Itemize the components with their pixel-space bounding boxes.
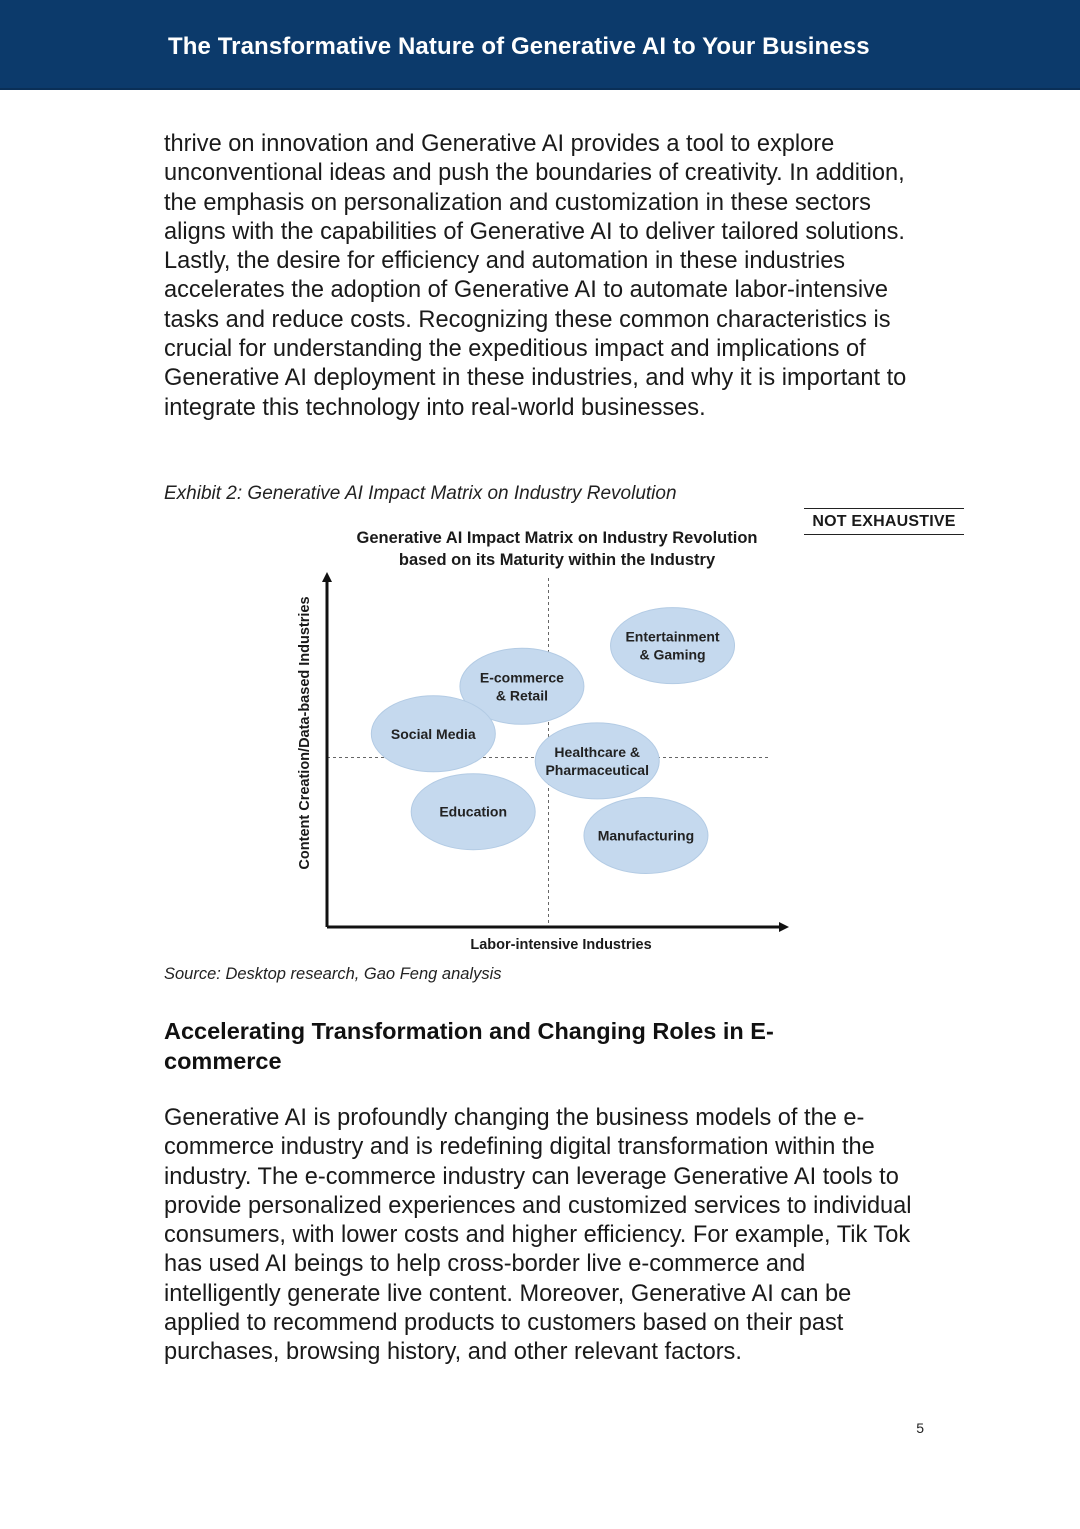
section-heading-block	[164, 1016, 864, 1076]
bubble-entertainment-gaming	[611, 608, 735, 684]
header-title: The Transformative Nature of Generative AI to Your Business	[168, 33, 870, 60]
not-exhaustive-badge: NOT EXHAUSTIVE	[804, 508, 964, 535]
section-paragraph: Generative AI is profoundly changing the business models of the e-commerce industry and is redefining digital transformation within the industry. The e-commerce industry can leverage Generative AI tools to provide personalized experiences and customized services to individual consumers, with lower costs and higher efficiency. For example, Tik Tok has used AI beings to help cross-border live e-commerce and intelligently generate live content. Moreover, Generative AI can be applied to recommend products to customers based on their past purchases, browsing history, and other relevant factors.	[164, 1105, 912, 1366]
bubble-healthcare-pharmaceutical	[535, 723, 659, 799]
exhibit-caption: Exhibit 2: Generative AI Impact Matrix on Industry Revolution	[164, 483, 677, 504]
bubble-label-social-media: Social Media	[390, 725, 476, 742]
page-number: 5	[916, 1420, 924, 1436]
chart-title-line: Generative AI Impact Matrix on Industry Revolution	[356, 529, 758, 547]
section-heading: Accelerating Transformation and Changing Roles in E-commerce	[164, 1018, 774, 1074]
bubble-label-e-commerce-retail: & Retail	[495, 687, 548, 704]
bubble-label-e-commerce-retail: E-commerce	[479, 669, 564, 686]
exhibit-source: Source: Desktop research, Gao Feng analysis	[164, 965, 502, 983]
bubble-label-manufacturing: Manufacturing	[597, 827, 695, 844]
bubble-label-entertainment-gaming: & Gaming	[639, 646, 706, 663]
bubble-label-education: Education	[439, 803, 508, 820]
chart-title-line: based on its Maturity within the Industry	[398, 551, 716, 569]
bubble-label-healthcare-pharmaceutical: Pharmaceutical	[545, 761, 649, 778]
x-axis-label: Labor-intensive Industries	[470, 937, 652, 953]
intro-paragraph: thrive on innovation and Generative AI provides a tool to explore unconventional ideas and push the boundaries of creativity. In addition, the emphasis on personalization and customization in these sectors aligns with the capabilities of Generative AI to deliver tailored solutions. Lastly, the desire for efficiency and automation in these industries accelerates the adoption of Generative AI to automate labor-intensive tasks and reduce costs. Recognizing these common characteristics is crucial for understanding the expeditious impact and implications of Generative AI deployment in these industries, and why it is important to integrate this technology into real-world businesses.	[164, 131, 907, 421]
exhibit-source-block	[164, 965, 924, 984]
bubble-label-entertainment-gaming: Entertainment	[625, 628, 720, 645]
y-axis-label: Content Creation/Data-based Industries	[297, 596, 313, 870]
bubble-label-healthcare-pharmaceutical: Healthcare &	[554, 743, 641, 760]
section-body	[164, 1104, 924, 1368]
